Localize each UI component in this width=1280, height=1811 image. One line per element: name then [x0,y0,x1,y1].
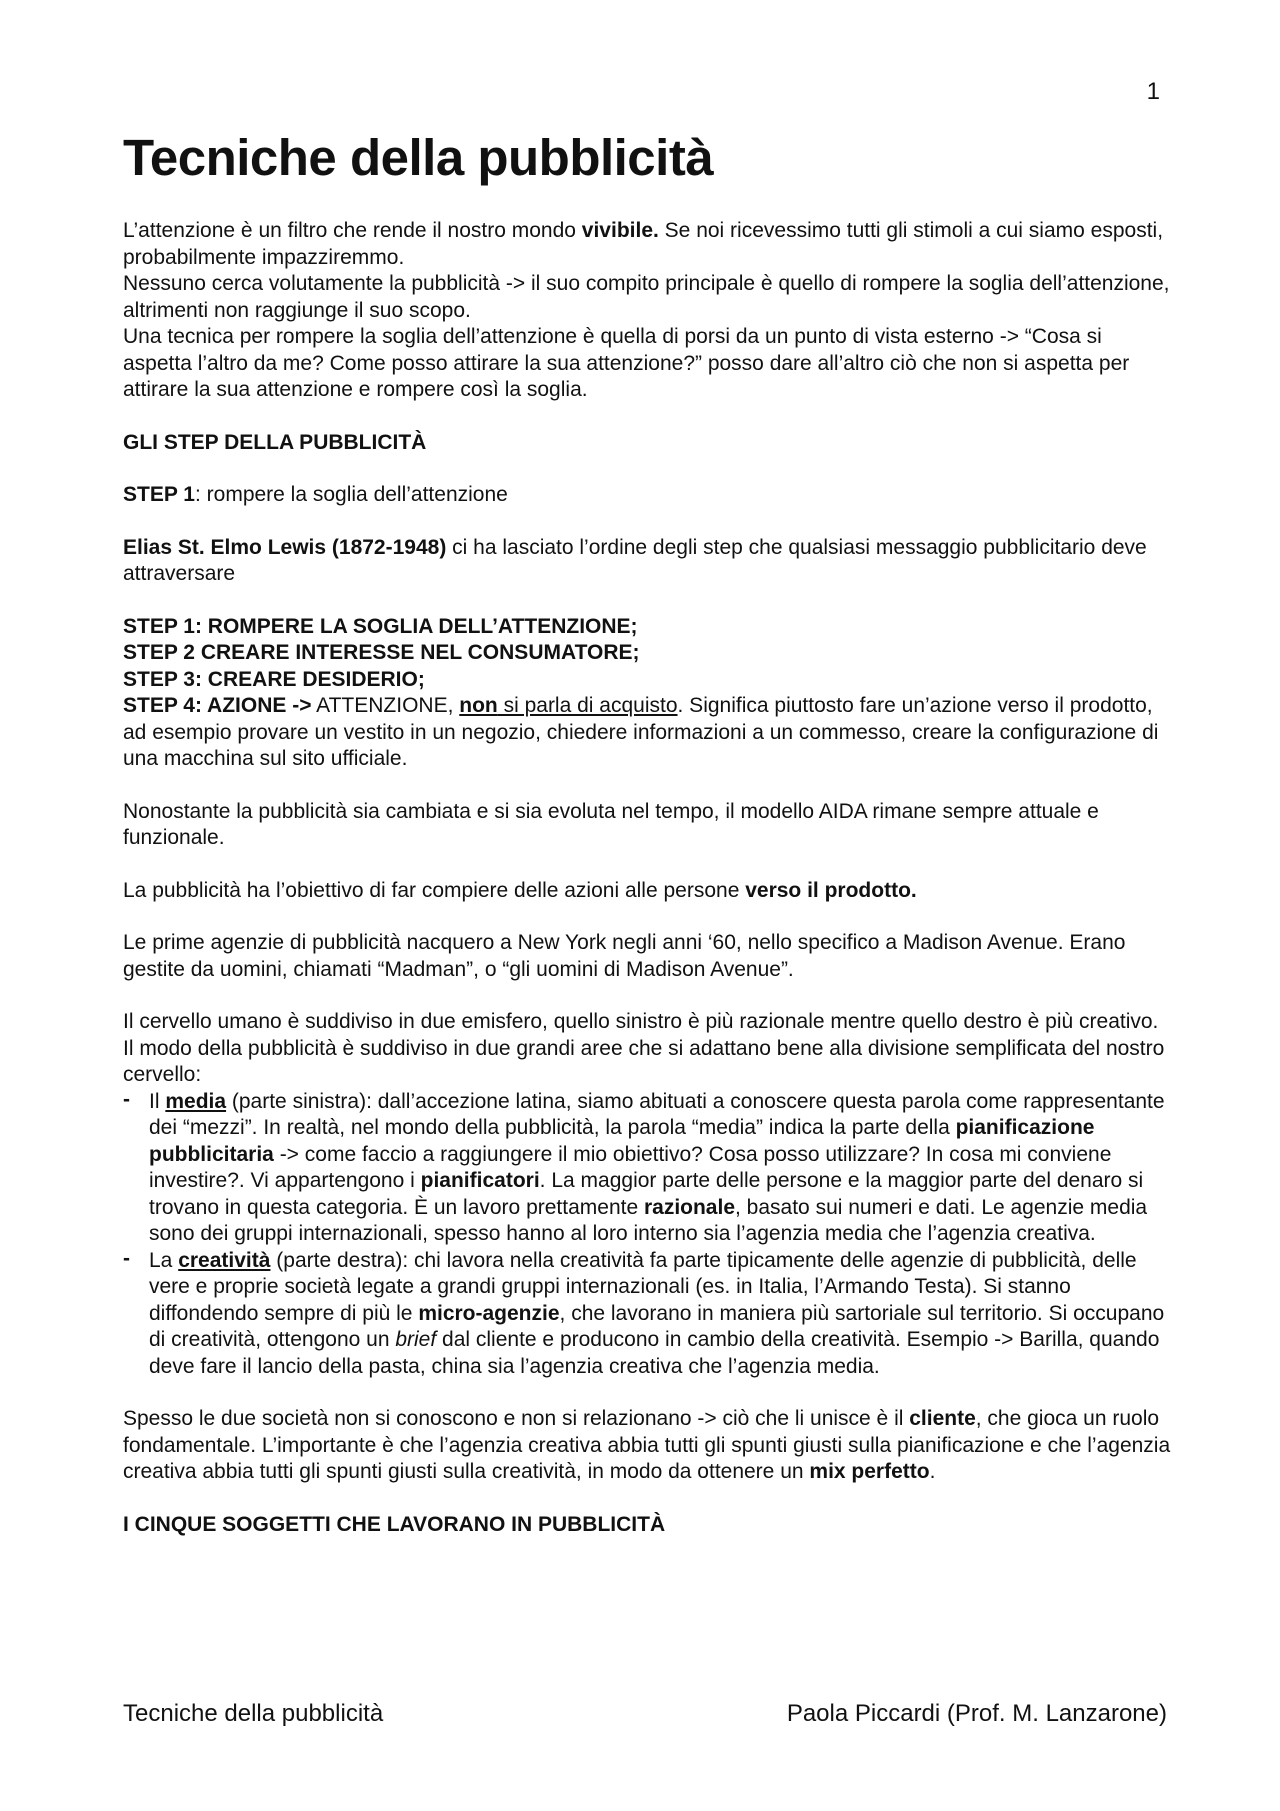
page-footer [123,1700,1167,1728]
page-number: 1 [1146,78,1160,105]
step-4: STEP 4: AZIONE -> ATTENZIONE, non si parla di acquisto. Significa piuttosto fare un’azione verso il prodotto, ad esempio provare un vestito in un negozio, chiedere informazioni a un commesso, creare la configurazione di una macchina sul sito ufficiale. [123,694,1159,770]
section-heading-steps: GLI STEP DELLA PUBBLICITÀ [123,430,427,454]
objective-paragraph: La pubblicità ha l’obiettivo di far compiere delle azioni alle persone verso il prodotto. [123,878,917,902]
step-1: STEP 1: ROMPERE LA SOGLIA DELL’ATTENZIONE; [123,614,638,638]
list-item-media: - Il media (parte sinistra): dall’accezione latina, siamo abituati a conoscere questa parola come rappresentante dei “mezzi”. In realtà, nel mondo della pubblicità, la parola “media” indica la parte della pianificazione pubblicitaria -> come faccio a raggiungere il mio obiettivo? Cosa posso utilizzare? In cosa mi conviene investire?. Vi appartengono i pianificatori. La maggior parte delle persone e la maggior parte del denaro si trovano in questa categoria. È un lavoro prettamente razionale, basato sui numeri e dati. Le agenzie media sono dei gruppi internazionali, spesso hanno al loro interno sia l’agenzia media che l’agenzia creativa. [123,1089,1173,1248]
aida-paragraph: Nonostante la pubblicità sia cambiata e si sia evoluta nel tempo, il modello AIDA rimane sempre attuale e funzionale. [123,799,1099,849]
agencies-paragraph: Le prime agenzie di pubblicità nacquero a New York negli anni ‘60, nello specifico a Madison Avenue. Erano gestite da uomini, chiamati “Madman”, o “gli uomini di Madison Avenue”. [123,931,1126,981]
step-3: STEP 3: CREARE DESIDERIO; [123,667,425,691]
section-heading-subjects: I CINQUE SOGGETTI CHE LAVORANO IN PUBBLICITÀ [123,1512,666,1536]
intro-paragraph-2: Nessuno cerca volutamente la pubblicità -> il suo compito principale è quello di rompere la soglia dell’attenzione, altrimenti non raggiunge il suo scopo. [123,272,1170,322]
footer-title: Tecniche della pubblicità [123,1700,384,1727]
brain-paragraph: Il cervello umano è suddiviso in due emisfero, quello sinistro è più razionale mentre quello destro è più creativo. Il modo della pubblicità è suddiviso in due grandi aree che si adattano bene alla divisione semplificata del nostro cervello: [123,1010,1165,1086]
intro-paragraph-3: Una tecnica per rompere la soglia dell’attenzione è quella di porsi da un punto di vista esterno -> “Cosa si aspetta l’altro da me? Come posso attirare la sua attenzione?” posso dare all’altro ciò che non si aspetta per attirare la sua attenzione e rompere così la soglia. [123,325,1130,401]
footer-author: Paola Piccardi (Prof. M. Lanzarone) [786,1700,1167,1727]
step1-line: STEP 1: rompere la soglia dell’attenzione [123,483,508,506]
step-2: STEP 2 CREARE INTERESSE NEL CONSUMATORE; [123,641,640,664]
intro-paragraph: L’attenzione è un filtro che rende il nostro mondo vivibile. Se noi ricevessimo tutti gli stimoli a cui siamo esposti, probabilmente impazziremmo. [123,219,1164,269]
closing-paragraph: Spesso le due società non si conoscono e non si relazionano -> ciò che li unisce è il cliente, che gioca un ruolo fondamentale. L’importante è che l’agenzia creativa abbia tutti gli spunti giusti sulla pianificazione e che l’agenzia creativa abbia tutti gli spunti giusti sulla creatività, in modo da ottenere un mix perfetto. [123,1407,1171,1483]
lewis-paragraph: Elias St. Elmo Lewis (1872-1948) ci ha lasciato l’ordine degli step che qualsiasi messaggio pubblicitario deve attraversare [123,535,1147,585]
aida-steps [123,614,1173,773]
document-body [123,120,1173,1564]
areas-list [123,1089,1173,1381]
page-title: Tecniche della pubblicità [123,129,714,186]
list-item-creativita: - La creatività (parte destra): chi lavora nella creatività fa parte tipicamente delle agenzie di pubblicità, delle vere e proprie società legate a grandi gruppi internazionali (es. in Italia, l’Armando Testa). Si stanno diffondendo sempre di più le micro-agenzie, che lavorano in maniera più sartoriale sul territorio. Si occupano di creatività, ottengono un brief dal cliente e producono in cambio della creatività. Esempio -> Barilla, quando deve fare il lancio della pasta, china sia l’agenzia creativa che l’agenzia media. [123,1248,1173,1381]
